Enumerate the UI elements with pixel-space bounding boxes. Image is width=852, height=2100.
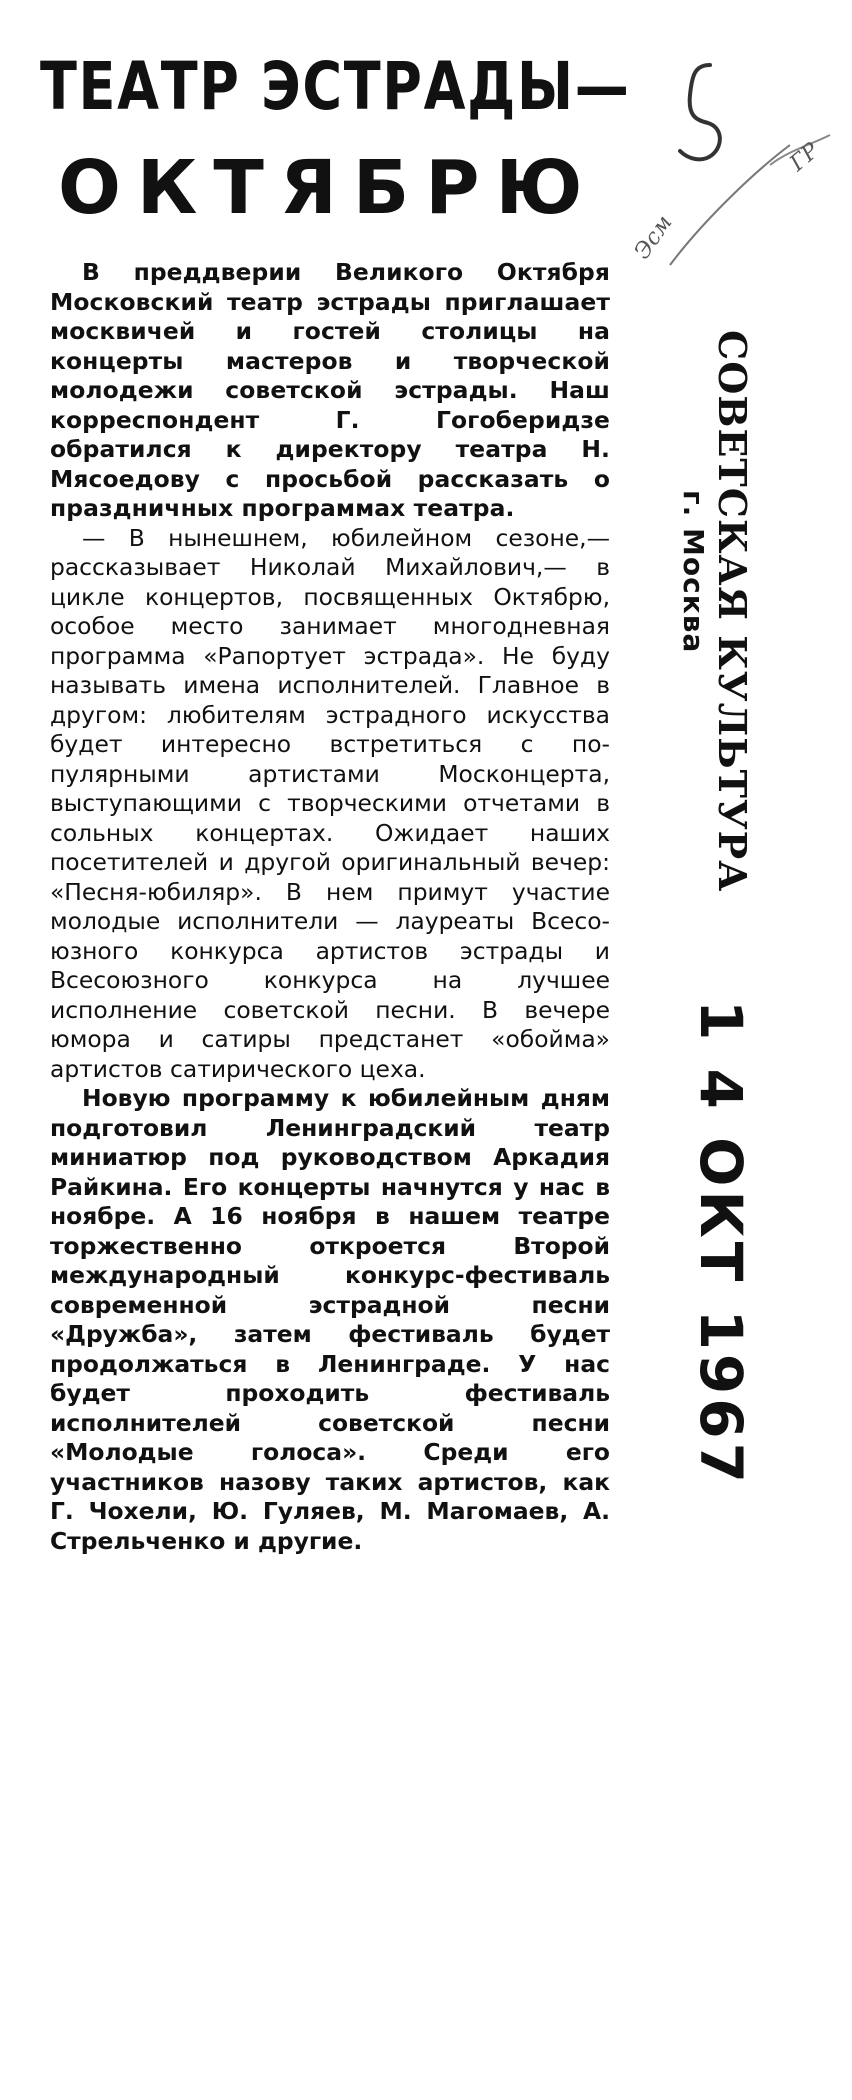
article-paragraph-2 — [50, 1084, 610, 1556]
handwritten-note-2: ГР — [785, 138, 824, 177]
article-paragraph-2-rest: А 16 ноября в нашем театре торжественно откроется Второй международный конкурс-фестиваль современной эстрадной песни «Дружба», затем фестиваль будет продолжаться в Ленинграде. У нас будет проходить фестиваль исполнителей советской песни «Молодые голоса». Среди его участников назову таких артистов, как Г. Чохели, Ю. Гуляев, М. Магомаев, А. Стрельченко и другие. — [50, 1202, 610, 1555]
article-paragraph-1: — В нынешнем, юбилейном сезоне,—рассказывает Николай Михайлович,— в цикле концертов, посвященных Октябрю, особое место занимает многодневная программа «Рапортует эстрада». Не буду называть имена исполнителей. Главное в другом: любителям эстрадного искусства будет интересно встретиться с популярными артистами Москонцерта, выступающими с творческими отчетами в сольных концертах. Ожидает наших посетителей и другой оригинальный вечер: «Песня-юбиляр». В нем примут участие молодые исполнители — лауреаты Всесоюзного конкурса артистов эстрады и Всесоюзного конкурса на лучшее исполнение советской песни. В вечере юмора и сатиры предстанет «обойма» артистов сатирического цеха. — [50, 523, 610, 1083]
city-stamp: г. Москва — [677, 490, 710, 654]
article-paragraph-2-lead: Новую программу к юбилейным дням подготовил Ленинградский театр миниатюр под руководством Аркадия Райкина. Его концерты начнутся у нас в ноябре. — [50, 1084, 610, 1230]
date-stamp: 1 4 ОКТ 1967 — [687, 1000, 755, 1487]
article-intro: В преддверии Великого Октября Московский театр эстрады приглашает москвичей и гостей столицы на концерты мастеров и творческой молодежи советской эстрады. Наш корреспондент Г. Гогоберидзе обратился к директору театра Н. Мясоедову с просьбой рассказать о праздничных программах театра. — [50, 258, 610, 522]
handwritten-note-1: Эсм — [629, 210, 678, 265]
headline-line-1: ТЕАТР ЭСТРАДЫ— — [40, 48, 631, 125]
article-body — [50, 258, 610, 1556]
handwritten-annotation — [629, 55, 840, 295]
headline-line-2: ОКТЯБРЮ — [58, 145, 599, 231]
newspaper-name-stamp: СОВЕТСКАЯ КУЛЬТУРА — [710, 330, 755, 893]
headline — [40, 48, 631, 236]
handwritten-number-five — [640, 55, 840, 295]
